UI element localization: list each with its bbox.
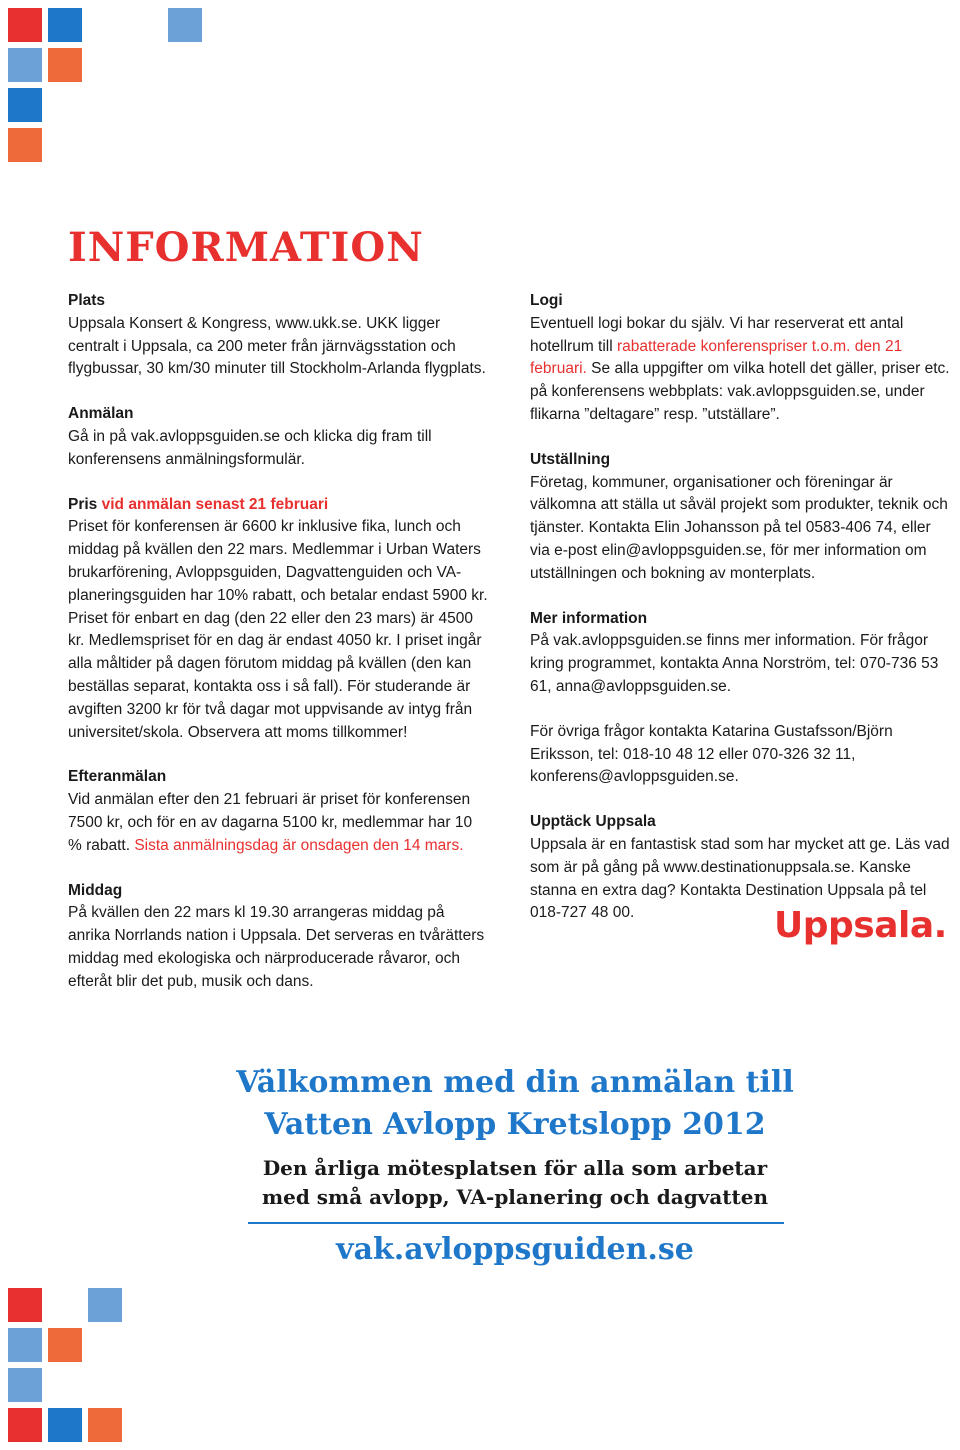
section-body: Uppsala Konsert & Kongress, www.ukk.se. UKK ligger centralt i Uppsala, ca 200 meter från järnvägsstation och flygbussar, 30 km/30 minuter till Stockholm-Arlanda flygplats.: [68, 314, 486, 378]
decor-square: [8, 48, 42, 82]
section-title: Efteranmälan: [68, 768, 167, 786]
banner-title-line: Välkommen med din anmälan till: [236, 1065, 794, 1100]
section-title: Middag: [68, 881, 123, 899]
banner-subtitle-line: med små avlopp, VA-planering och dagvatten: [261, 1185, 769, 1209]
section-mer-information: [530, 608, 950, 699]
decor-square: [48, 48, 82, 82]
section-body: På vak.avloppsguiden.se finns mer information. För frågor kring programmet, kontakta Anna Norström, tel: 070-736 53 61, anna@avloppsguiden.se.: [530, 632, 939, 695]
decor-square: [48, 8, 82, 42]
section-title: Mer information: [530, 609, 648, 627]
decor-square: [88, 1408, 122, 1442]
section-body: På kvällen den 22 mars kl 19.30 arrangeras middag på anrika Norrlands nation i Uppsala. Det serveras en tvårätters middag med ekologiska och närproducerade råvaror, och efteråt blir det pub, musik och dans.: [68, 904, 485, 990]
banner-subtitle: [200, 1154, 830, 1212]
section-body: [68, 789, 488, 857]
decor-square: [8, 1368, 42, 1402]
section-pris: [68, 494, 488, 745]
banner-title: [200, 1062, 830, 1146]
section-title: Plats: [68, 292, 106, 309]
hotel-discount-highlight: rabatterade konferenspriser t.o.m. den 21 februari.: [530, 337, 903, 378]
section-body: Gå in på vak.avloppsguiden.se och klicka dig fram till konferensens anmälningsformulär.: [68, 427, 432, 468]
banner-subtitle-line: Den årliga mötesplatsen för alla som arbetar: [262, 1156, 768, 1180]
section-body: För övriga frågor kontakta Katarina Gustafsson/Björn Eriksson, tel: 018-10 48 12 eller 070-326 32 11, konferens@avloppsguiden.se.: [530, 722, 893, 786]
section-middag: [68, 880, 488, 994]
logi-text-before: Eventuell logi bokar du själv. Vi har reserverat ett antal hotellrum till: [530, 314, 904, 355]
section-body: Priset för konferensen är 6600 kr inklusive fika, lunch och middag på kvällen den 22 mars. Medlemmar i Urban Waters brukarförening, Avloppsguiden, Dagvattenguiden och VA-planeringsguiden har 10% rabatt, och betalar endast 5900 kr. Priset för enbart en dag (den 22 eller den 23 mars) är 4500 kr. Medlemspriset för en dag är endast 4050 kr. I priset ingår alla måltider på dagen förutom middag på kvällen (den kan beställas separat, kontakta oss i så fall). För studerande är avgiften 3200 kr för två dagar mot uppvisande av intyg från universitet/skola. Observera att moms tillkommer!: [68, 518, 488, 741]
decor-square: [48, 1328, 82, 1362]
decor-square: [48, 1408, 82, 1442]
section-title: Upptäck Uppsala: [530, 813, 656, 831]
banner-divider: [248, 1222, 784, 1224]
section-title: [68, 494, 488, 517]
logi-text-after: Se alla uppgifter om vilka hotell det gäller, priser etc. på konferensens webbplats: vak.avloppsguiden.se, under flikarna ”deltagare” resp. ”utställare”.: [530, 360, 950, 423]
section-body: [530, 313, 950, 427]
banner-title-line: Vatten Avlopp Kretslopp 2012: [264, 1107, 766, 1142]
decor-square: [8, 128, 42, 162]
pris-title: Pris: [68, 495, 98, 513]
section-body: Uppsala är en fantastisk stad som har mycket att ge. Läs vad som är på gång på www.destinationuppsala.se. Kanske stanna en extra dag? Kontakta Destination Uppsala på tel 018-727 48 00.: [530, 835, 950, 922]
efteranmalan-text: Vid anmälan efter den 21 februari är priset för konferensen 7500 kr, och för en av dagarna 5100 kr, medlemmar har 10 % rabatt.: [68, 791, 473, 854]
banner-url: vak.avloppsguiden.se: [336, 1232, 694, 1267]
decor-square: [8, 1328, 42, 1362]
last-registration-day: Sista anmälningsdag är onsdagen den 14 mars.: [134, 836, 464, 854]
page-heading: INFORMATION: [68, 224, 424, 271]
section-anmalan: [68, 403, 488, 471]
pris-deadline-highlight: vid anmälan senast 21 februari: [101, 495, 329, 513]
uppsala-logo: Uppsala.: [774, 905, 947, 946]
section-plats: [68, 290, 488, 381]
section-ovriga-fragor: [530, 721, 950, 789]
section-logi: [530, 290, 950, 427]
section-utstallning: [530, 449, 950, 586]
decor-square: [8, 88, 42, 122]
decor-square: [8, 1288, 42, 1322]
section-title: Utställning: [530, 450, 611, 468]
decor-square: [168, 8, 202, 42]
decor-square: [88, 1288, 122, 1322]
right-column: [530, 290, 950, 947]
decor-square: [8, 1408, 42, 1442]
left-column: [68, 290, 488, 1016]
section-body: Företag, kommuner, organisationer och föreningar är välkomna att ställa ut såväl projekt som produkter, teknik och tjänster. Kontakta Elin Johansson på tel 0583-406 74, eller via e-post elin@avloppsguiden.se, för mer information om utställningen och bokning av monterplats.: [530, 473, 948, 582]
section-title: Logi: [530, 292, 563, 309]
section-efteranmalan: [68, 766, 488, 857]
section-title: Anmälan: [68, 405, 134, 423]
decor-square: [8, 8, 42, 42]
